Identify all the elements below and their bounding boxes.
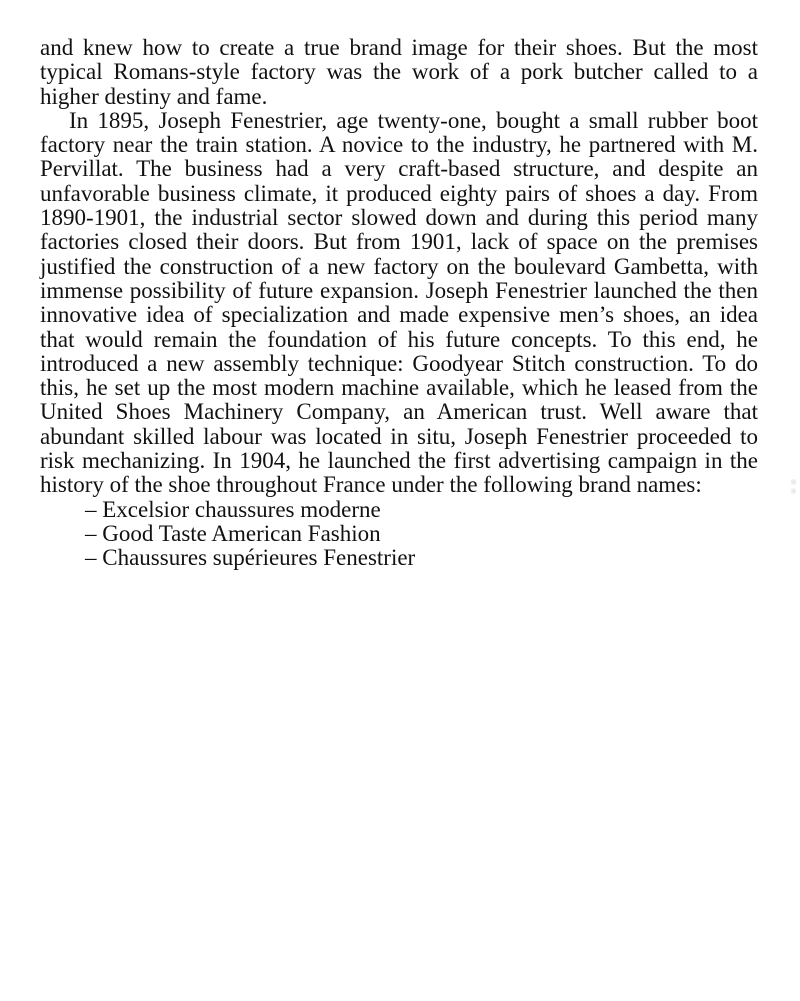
margin-watermark: ※※ [789, 478, 798, 496]
brand-names-list [40, 498, 758, 571]
list-item: – Chaussures supérieures Fenestrier [85, 545, 416, 571]
list-item: – Good Taste American Fashion [85, 520, 381, 546]
paragraph-fenestrier-history: In 1895, Joseph Fenestrier, age twenty-one, bought a small rubber boot factory near the train station. A novice to the industry, he partnered with M. Pervillat. The business had a very craft-based structure, and despite an unfavorable business climate, it produced eighty pairs of shoes a day. From 1890-1901, the industrial sector slowed down and during this period many factories closed their doors. But from 1901, lack of space on the premises justified the construction of a new factory on the boulevard Gambetta, with immense possibility of future expansion. Joseph Fenestrier launched the then innovative idea of specialization and made expensive men’s shoes, an idea that would remain the foundation of his future concepts. To this end, he introduced a new assembly technique: Goodyear Stitch construction. To do this, he set up the most modern machine available, which he leased from the United Shoes Machinery Company, an American trust. Well aware that abundant skilled labour was located in situ, Joseph Fenestrier proceeded to risk mechanizing. In 1904, he launched the first advertising campaign in the history of the shoe throughout France under the following brand names: [40, 107, 758, 498]
document-page [40, 36, 758, 571]
paragraph-continuation: and knew how to create a true brand image for their shoes. But the most typical Romans-style factory was the work of a pork butcher called to a higher destiny and fame. [40, 35, 758, 109]
list-item: – Excelsior chaussures moderne [85, 496, 381, 522]
